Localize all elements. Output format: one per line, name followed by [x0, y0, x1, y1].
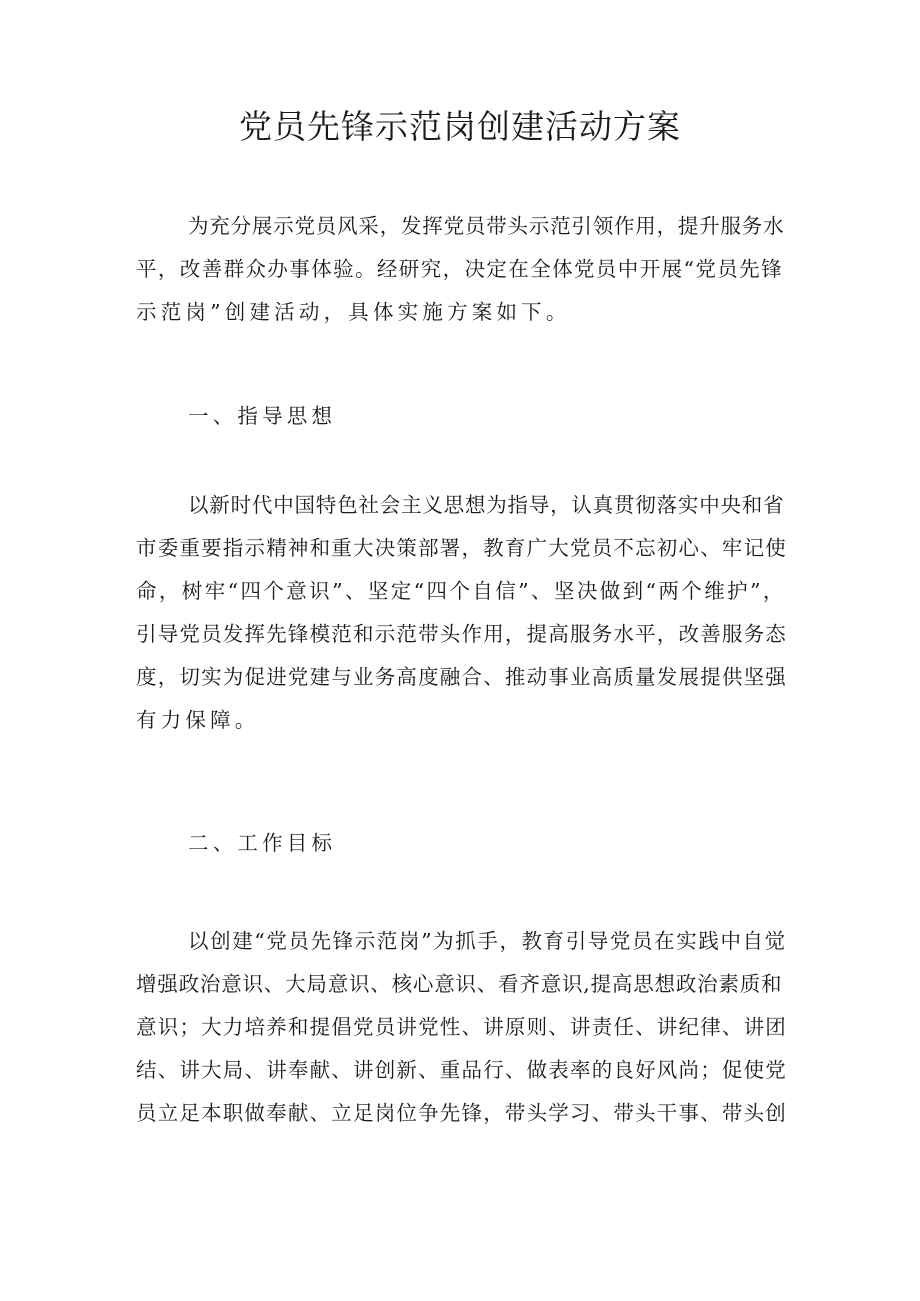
section2-line-5: 员立足本职做奉献、立足岗位争先锋，带头学习、带头干事、带头创 [136, 1101, 787, 1125]
section2-line-1: 以创建“党员先锋示范岗”为抓手，教育引导党员在实践中自觉 [188, 929, 787, 953]
intro-line-3: 示范岗”创建活动，具体实施方案如下。 [136, 300, 571, 324]
section1-paragraph [136, 484, 788, 742]
intro-paragraph [136, 205, 788, 334]
intro-line-2: 平，改善群众办事体验。经研究，决定在全体党员中开展“党员先锋 [136, 257, 783, 281]
section1-line-3: 命，树牢“四个意识”、坚定“四个自信”、坚决做到“两个维护”， [136, 579, 786, 603]
section1-line-4: 引导党员发挥先锋模范和示范带头作用，提高服务水平，改善服务态 [136, 622, 787, 646]
section2-line-4: 结、讲大局、讲奉献、讲创新、重品行、做表率的良好风尚；促使党 [136, 1058, 787, 1082]
section2-line-3: 意识；大力培养和提倡党员讲党性、讲原则、讲责任、讲纪律、讲团 [136, 1015, 787, 1039]
section1-line-1: 以新时代中国特色社会主义思想为指导，认真贯彻落实中央和省 [188, 493, 785, 517]
section1-line-6: 有力保障。 [136, 708, 260, 732]
section1-line-5: 度，切实为促进党建与业务高度融合、推动事业高质量发展提供坚强 [136, 665, 787, 689]
document-title: 党员先锋示范岗创建活动方案 [239, 107, 681, 146]
intro-line-1: 为充分展示党员风采，发挥党员带头示范引领作用，提升服务水 [188, 214, 785, 238]
section1-line-2: 市委重要指示精神和重大决策部署，教育广大党员不忘初心、牢记使 [136, 536, 787, 560]
section2-line-2: 增强政治意识、大局意识、核心意识、看齐意识,提高思想政治素质和 [136, 972, 783, 996]
section-heading-work-goals: 二、工作目标 [188, 831, 337, 855]
section-heading-guiding-ideology: 一、指导思想 [188, 404, 337, 428]
section2-paragraph [136, 920, 788, 1135]
